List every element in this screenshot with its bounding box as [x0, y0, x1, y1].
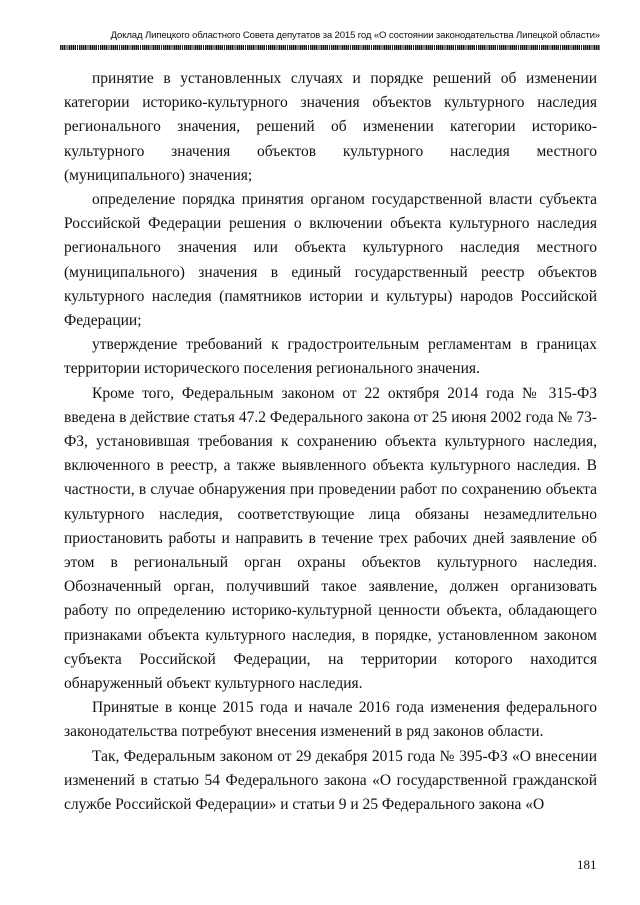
paragraph: принятие в установленных случаях и порядке решений об изменении категории историко-культурного значения объектов культурного наследия регионального значения, решений об изменении категории историко-культурного значения объектов культурного наследия местного (муниципального) значения;	[64, 70, 597, 184]
running-header: Доклад Липецкого областного Совета депутатов за 2015 год «О состоянии законодательства Липецкой области»	[110, 30, 600, 41]
paragraph: утверждение требований к градостроительным регламентам в границах территории исторического поселения регионального значения.	[64, 336, 597, 378]
paragraph: Принятые в конце 2015 года и начале 2016 года изменения федерального законодательства потребуют внесения изменений в ряд законов области.	[64, 699, 597, 741]
paragraph: Так, Федеральным законом от 29 декабря 2015 года № 395-ФЗ «О внесении изменений в статью 54 Федерального закона «О государственной гражданской службе Российской Федерации» и статьи 9 и 25 Федерального закона «О	[64, 747, 597, 814]
page-body	[64, 67, 597, 817]
page-number: 181	[577, 857, 597, 872]
paragraph: Кроме того, Федеральным законом от 22 октября 2014 года № 315-ФЗ введена в действие статья 47.2 Федерального закона от 25 июня 2002 года № 73-ФЗ, установившая требования к сохранению объекта культурного наследия, включенного в реестр, а также выявленного объекта культурного наследия. В частности, в случае обнаружения при проведении работ по сохранению объекта культурного наследия, соответствующие лица обязаны незамедлительно приостановить работы и направить в течение трех рабочих дней заявление об этом в региональный орган охраны объектов культурного наследия. Обозначенный орган, получивший такое заявление, должен организовать работу по определению историко-культурной ценности объекта, обладающего признаками объекта культурного наследия, в порядке, установленном законом субъекта Российской Федерации, на территории которого находится обнаруженный объект культурного наследия.	[64, 384, 597, 693]
header-rule	[60, 45, 600, 50]
paragraph: определение порядка принятия органом государственной власти субъекта Российской Федерации решения о включении объекта культурного наследия регионального значения или объекта культурного наследия местного (муниципального) значения в единый государственный реестр объектов культурного наследия (памятников истории и культуры) народов Российской Федерации;	[64, 191, 597, 330]
